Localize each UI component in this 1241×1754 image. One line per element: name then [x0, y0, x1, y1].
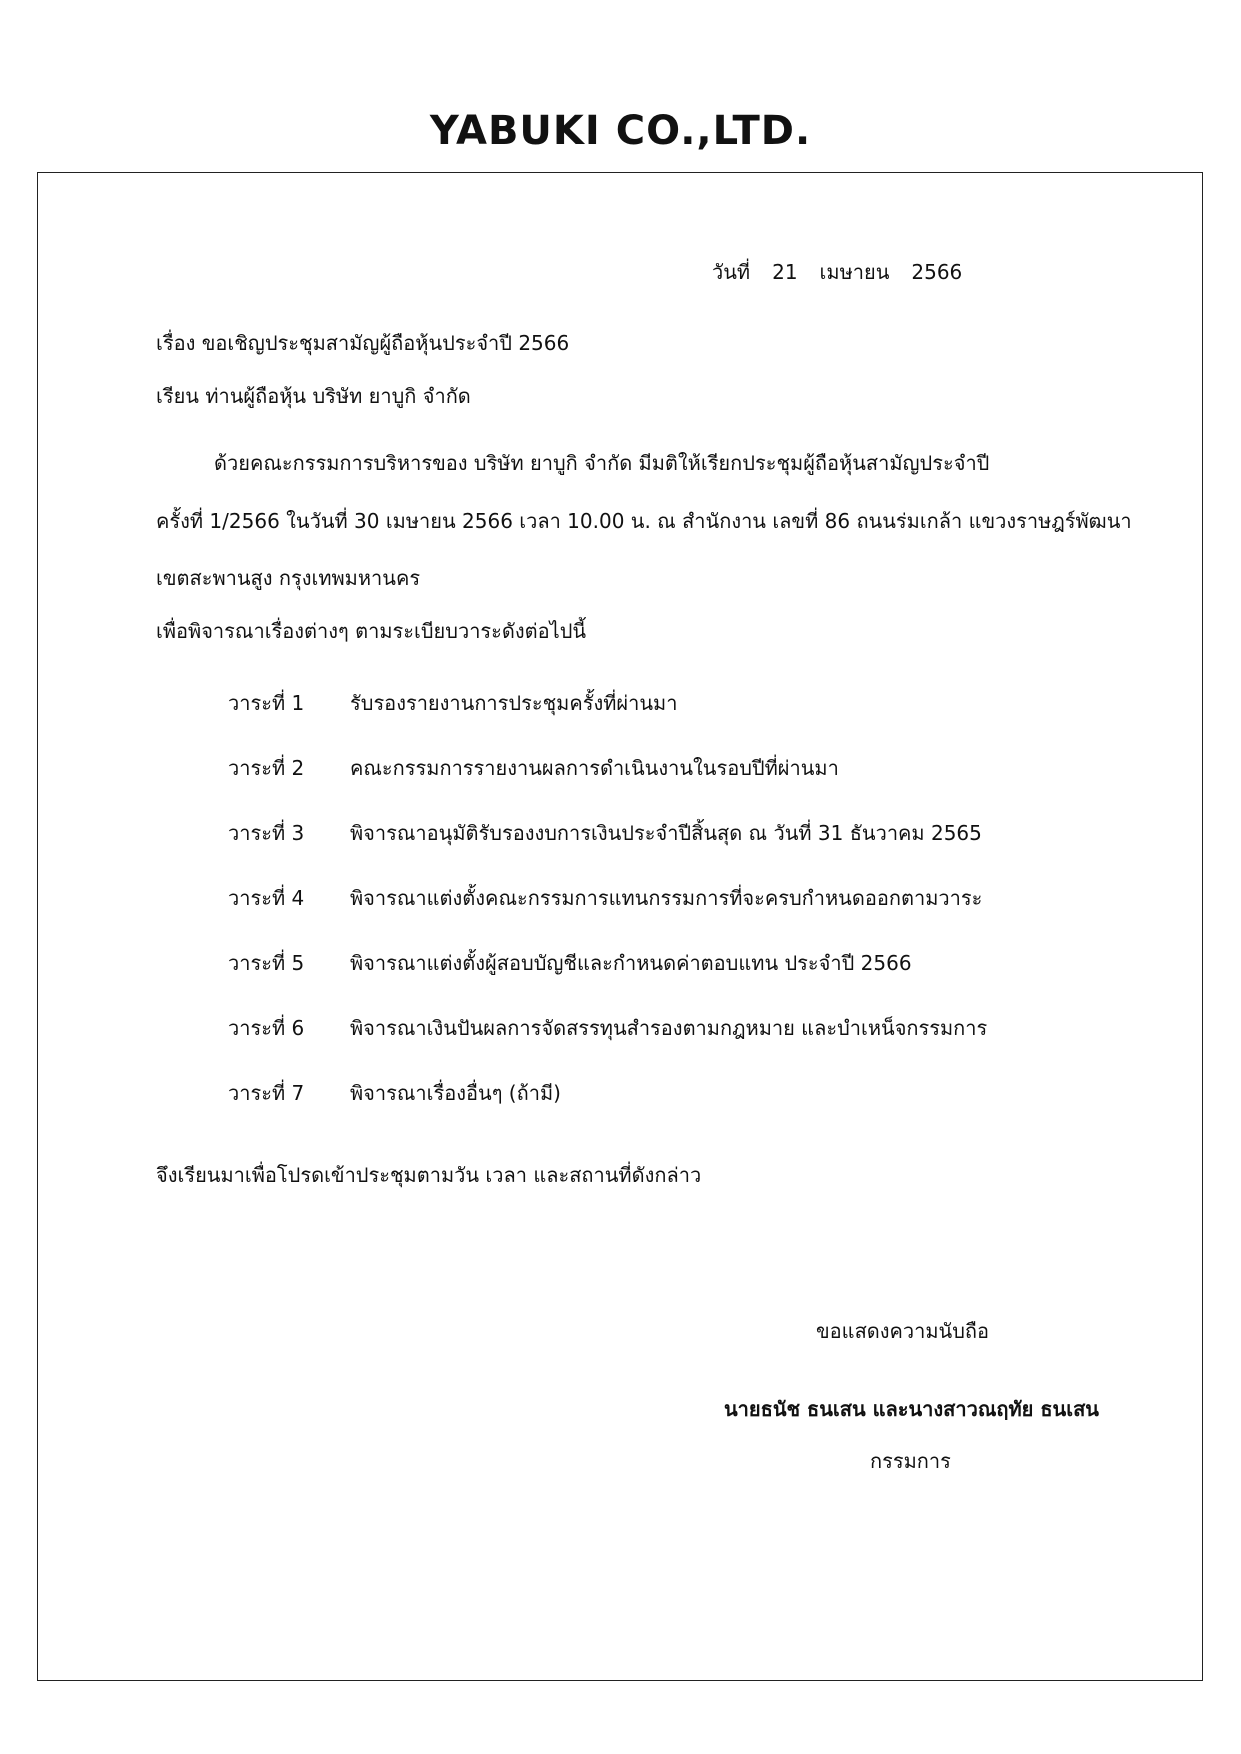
agenda-item-1: [228, 688, 677, 718]
agenda-label: วาระที่ 3: [228, 821, 305, 845]
agenda-text: คณะกรรมการรายงานผลการดำเนินงานในรอบปีที่ผ่านมา: [350, 756, 839, 780]
agenda-text: พิจารณาเรื่องอื่นๆ (ถ้ามี): [350, 1081, 561, 1105]
agenda-item-3: [228, 818, 982, 848]
body-paragraph-line-3: เขตสะพานสูง กรุงเทพมหานคร: [156, 566, 421, 590]
agenda-text: พิจารณาอนุมัติรับรองงบการเงินประจำปีสิ้นสุด ณ วันที่ 31 ธันวาคม 2565: [350, 821, 982, 845]
letter-subject: เรื่อง ขอเชิญประชุมสามัญผู้ถือหุ้นประจำปี 2566: [156, 331, 570, 355]
agenda-item-2: [228, 753, 839, 783]
agenda-label: วาระที่ 4: [228, 886, 305, 910]
agenda-label: วาระที่ 5: [228, 951, 305, 975]
agenda-label: วาระที่ 1: [228, 691, 305, 715]
closing-sentence: จึงเรียนมาเพื่อโปรดเข้าประชุมตามวัน เวลา และสถานที่ดังกล่าว: [156, 1163, 702, 1187]
letter-recipient: เรียน ท่านผู้ถือหุ้น บริษัท ยาบูกิ จำกัด: [156, 384, 471, 408]
date-label: วันที่: [712, 260, 751, 284]
body-paragraph-line-1: ด้วยคณะกรรมการบริหารของ บริษัท ยาบูกิ จำกัด มีมติให้เรียกประชุมผู้ถือหุ้นสามัญประจำปี: [214, 451, 990, 475]
date-year: 2566: [911, 260, 963, 284]
agenda-item-6: [228, 1013, 987, 1043]
agenda-text: รับรองรายงานการประชุมครั้งที่ผ่านมา: [350, 691, 678, 715]
signer-position: กรรมการ: [870, 1449, 951, 1473]
date-month: เมษายน: [819, 260, 890, 284]
regards: ขอแสดงความนับถือ: [816, 1319, 990, 1343]
agenda-label: วาระที่ 6: [228, 1016, 305, 1040]
signer-name: นายธนัช ธนเสน และนางสาวณฤทัย ธนเสน: [724, 1397, 1099, 1421]
agenda-text: พิจารณาเงินปันผลการจัดสรรทุนสำรองตามกฎหมาย และบำเหน็จกรรมการ: [350, 1016, 988, 1040]
letter-date: [712, 257, 984, 287]
agenda-item-7: [228, 1078, 561, 1108]
agenda-text: พิจารณาแต่งตั้งผู้สอบบัญชีและกำหนดค่าตอบแทน ประจำปี 2566: [350, 951, 912, 975]
date-day: 21: [772, 260, 798, 284]
body-paragraph-line-2: ครั้งที่ 1/2566 ในวันที่ 30 เมษายน 2566 เวลา 10.00 น. ณ สำนักงาน เลขที่ 86 ถนนร่มเกล้า แขวงราษฎร์พัฒนา: [156, 509, 1132, 533]
agenda-label: วาระที่ 7: [228, 1081, 305, 1105]
agenda-item-5: [228, 948, 912, 978]
agenda-item-4: [228, 883, 982, 913]
agenda-label: วาระที่ 2: [228, 756, 305, 780]
body-paragraph-line-4: เพื่อพิจารณาเรื่องต่างๆ ตามระเบียบวาระดังต่อไปนี้: [156, 619, 587, 643]
company-name: YABUKI CO.,LTD.: [429, 108, 812, 154]
agenda-text: พิจารณาแต่งตั้งคณะกรรมการแทนกรรมการที่จะครบกำหนดออกตามวาระ: [350, 886, 983, 910]
